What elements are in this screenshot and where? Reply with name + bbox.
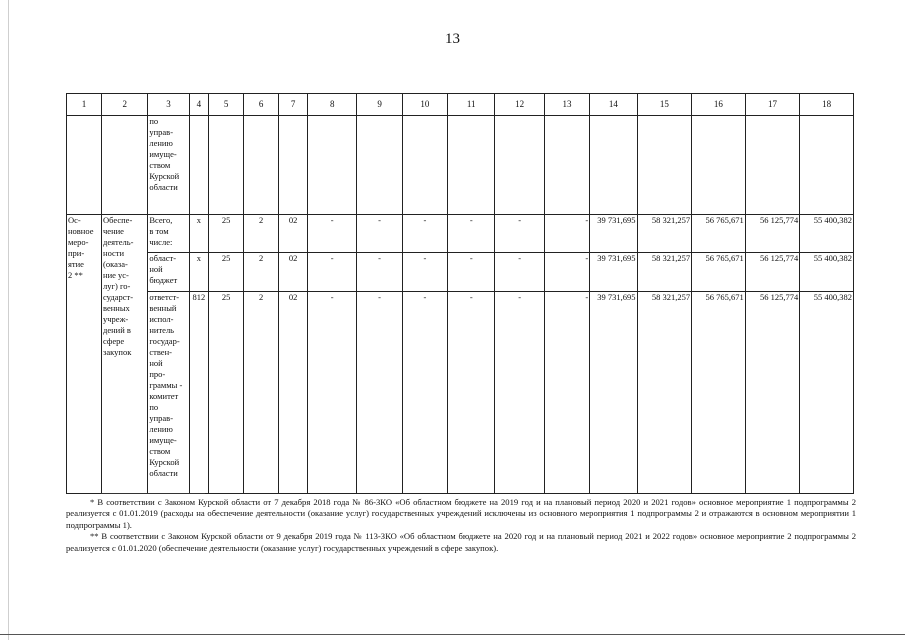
footnotes [66,497,856,554]
footnote-2: ** В соответствии с Законом Курской области от 9 декабря 2019 года № 113-ЗКО «Об областном бюджете на 2020 год и на плановый период 2021 и 2022 годов» основное мероприятие 2 подпрограммы 2 реализуется с 01.01.2020 (обеспечение деятельности (оказание услуг) государственных учреждений в сфере закупок). [66,531,856,553]
value-cell: - [544,253,589,292]
amount-cell: 58 321,257 [637,253,692,292]
amount-cell [637,116,692,215]
executor-cell: Всего, в том числе: [148,215,189,253]
value-cell: - [448,253,495,292]
amount-cell: 56 125,774 [745,292,800,494]
code-cell: 2 [244,215,279,253]
value-cell [544,116,589,215]
code-cell: 02 [279,215,308,253]
footnote-1: * В соответствии с Законом Курской области от 7 декабря 2018 года № 86-ЗКО «Об областном бюджете на 2019 год и на плановый период 2020 и 2021 годов» основное мероприятие 1 подпрограммы 2 реализуется с 01.01.2019 (расходы на обеспечение деятельности (оказание услуг) государственных учреждений исключены из основного мероприятия 1 подпрограммы 2 и отражаются в основном мероприятии 1 подпрограммы 1). [66,497,856,530]
measure-description-cell: Обеспе- чение деятель- ности (оказа- ние ус- луг) го- сударст- венных учреж- дений в сфере закупок [102,215,148,494]
value-cell: - [357,215,402,253]
code-cell [189,116,209,215]
footnote-divider [101,493,205,494]
header-cell: 8 [307,94,356,116]
page-number: 13 [445,31,460,47]
amount-cell [745,116,800,215]
amount-cell: 56 765,671 [692,292,746,494]
header-cell: 1 [67,94,102,116]
amount-cell: 55 400,382 [800,253,854,292]
code-cell: 2 [244,253,279,292]
header-cell: 3 [148,94,189,116]
value-cell: - [402,292,447,494]
table-row [67,292,854,494]
value-cell: - [357,292,402,494]
header-row [67,94,854,116]
executor-cell: по управ- лению имуще- ством Курской области [148,116,189,215]
amount-cell: 55 400,382 [800,215,854,253]
executor-cell: ответст- венный испол- нитель государ- ствен- ной про- граммы - комитет по управ- лению имуще- ством Курской области [148,292,189,494]
value-cell: - [307,292,356,494]
header-cell: 10 [402,94,447,116]
header-cell: 5 [209,94,244,116]
value-cell: - [495,253,544,292]
amount-cell: 39 731,695 [590,215,637,253]
value-cell: - [357,253,402,292]
header-cell: 16 [692,94,746,116]
header-cell: 6 [244,94,279,116]
amount-cell [800,116,854,215]
value-cell [357,116,402,215]
code-cell [244,116,279,215]
header-cell: 12 [495,94,544,116]
amount-cell: 39 731,695 [590,253,637,292]
amount-cell: 56 765,671 [692,215,746,253]
table-row [67,253,854,292]
code-cell: x [189,253,209,292]
amount-cell: 56 125,774 [745,253,800,292]
code-cell: 812 [189,292,209,494]
value-cell: - [448,215,495,253]
code-cell [279,116,308,215]
code-cell: 25 [209,253,244,292]
header-cell: 11 [448,94,495,116]
value-cell: - [402,215,447,253]
header-cell: 17 [745,94,800,116]
amount-cell: 39 731,695 [590,292,637,494]
measure-description-cell [102,116,148,215]
header-cell: 4 [189,94,209,116]
header-cell: 7 [279,94,308,116]
value-cell: - [544,215,589,253]
header-cell: 13 [544,94,589,116]
scan-edge-left [8,0,9,640]
value-cell [307,116,356,215]
value-cell: - [402,253,447,292]
budget-table [66,93,854,494]
table-row [67,116,854,215]
code-cell [209,116,244,215]
header-cell: 14 [590,94,637,116]
code-cell: 2 [244,292,279,494]
executor-cell: област- ной бюджет [148,253,189,292]
value-cell [448,116,495,215]
code-cell: 25 [209,215,244,253]
measure-name-cell [67,116,102,215]
header-cell: 18 [800,94,854,116]
value-cell [495,116,544,215]
amount-cell: 56 765,671 [692,253,746,292]
value-cell: - [544,292,589,494]
value-cell: - [307,215,356,253]
header-cell: 9 [357,94,402,116]
code-cell: 25 [209,292,244,494]
header-cell: 15 [637,94,692,116]
value-cell: - [495,292,544,494]
code-cell: 02 [279,253,308,292]
header-cell: 2 [102,94,148,116]
amount-cell: 56 125,774 [745,215,800,253]
value-cell: - [495,215,544,253]
code-cell: 02 [279,292,308,494]
amount-cell: 58 321,257 [637,215,692,253]
value-cell [402,116,447,215]
code-cell: x [189,215,209,253]
amount-cell [590,116,637,215]
amount-cell: 55 400,382 [800,292,854,494]
amount-cell [692,116,746,215]
amount-cell: 58 321,257 [637,292,692,494]
value-cell: - [307,253,356,292]
table-row [67,215,854,253]
scan-edge-bottom [0,634,905,635]
value-cell: - [448,292,495,494]
measure-name-cell: Ос- новное меро- при- ятие 2 ** [67,215,102,494]
